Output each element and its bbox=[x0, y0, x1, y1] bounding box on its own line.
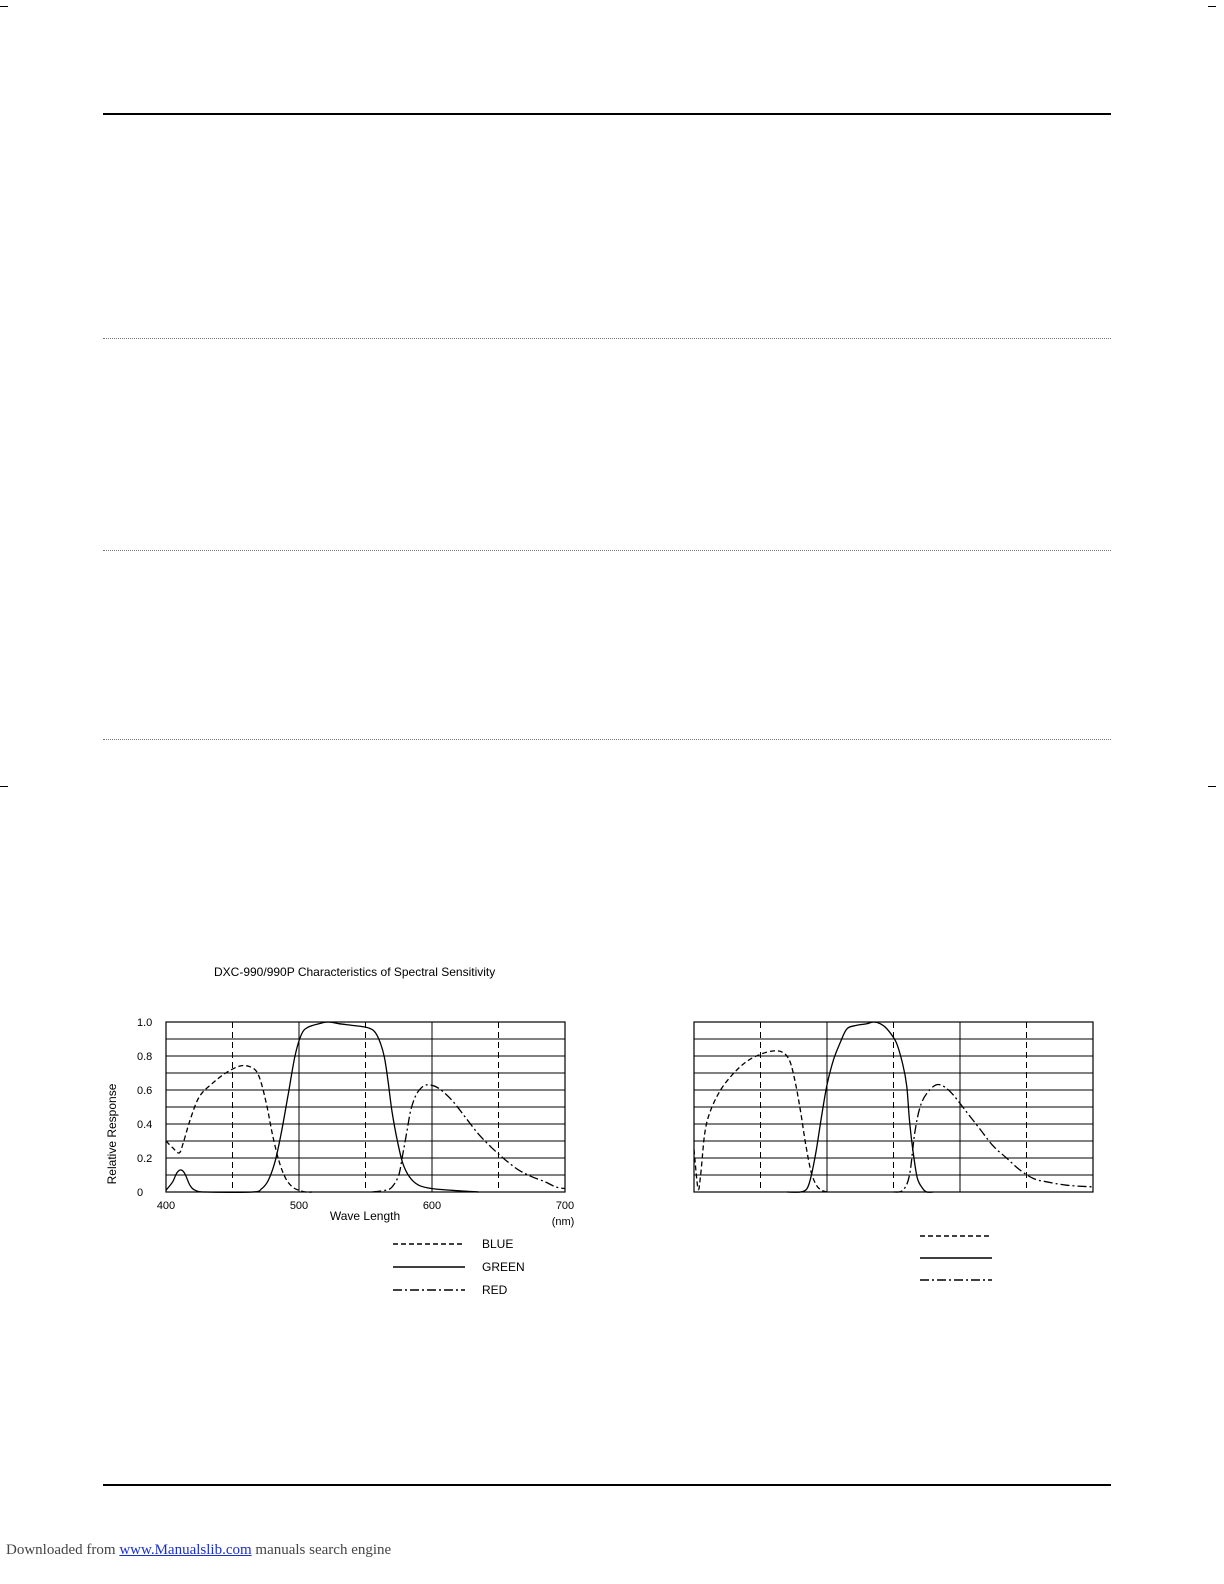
series-line-dashdot bbox=[894, 1084, 1094, 1192]
y-axis-label: Relative Response bbox=[105, 1083, 119, 1185]
footer-downloaded bbox=[6, 1542, 391, 1559]
legend-label: RED bbox=[482, 1283, 508, 1297]
x-tick-label: 500 bbox=[289, 1200, 309, 1212]
manualslib-link[interactable]: www.Manualslib.com bbox=[119, 1542, 252, 1558]
y-tick-label: 0.4 bbox=[137, 1119, 153, 1131]
y-tick-label: 0.8 bbox=[137, 1051, 153, 1063]
legend-label: BLUE bbox=[482, 1237, 514, 1251]
x-axis-unit: (nm) bbox=[551, 1216, 575, 1228]
y-tick-label: 0.2 bbox=[137, 1153, 153, 1165]
series-line-dashed bbox=[694, 1051, 827, 1192]
x-axis-label: Wave Length bbox=[329, 1209, 401, 1223]
legend-label: GREEN bbox=[482, 1260, 525, 1274]
y-tick-label: 1.0 bbox=[137, 1017, 153, 1029]
x-tick-label: 700 bbox=[555, 1200, 575, 1212]
y-tick-label: 0 bbox=[137, 1187, 144, 1199]
chart-2 bbox=[694, 1022, 1093, 1280]
chart-title: DXC-990/990P Characteristics of Spectral Sensitivity bbox=[214, 965, 496, 979]
series-line-red bbox=[372, 1085, 565, 1192]
y-tick-label: 0.6 bbox=[137, 1085, 153, 1097]
chart-1 bbox=[105, 1017, 574, 1297]
x-tick-label: 600 bbox=[422, 1200, 442, 1212]
x-tick-label: 400 bbox=[156, 1200, 176, 1212]
footer-suffix: manuals search engine bbox=[255, 1542, 392, 1558]
footer-prefix: Downloaded from bbox=[6, 1542, 116, 1558]
